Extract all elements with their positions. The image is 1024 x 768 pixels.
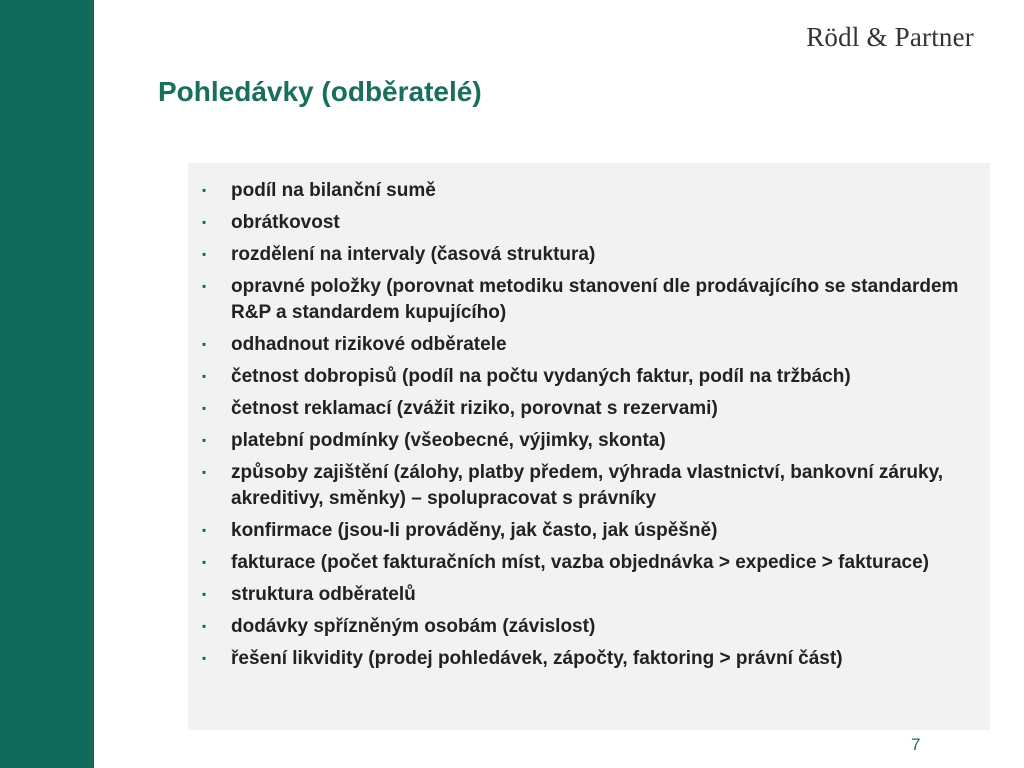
bullet-list — [202, 178, 980, 672]
square-bullet-icon: ▪ — [202, 247, 207, 261]
square-bullet-icon: ▪ — [202, 337, 207, 351]
bullet-item — [202, 614, 980, 640]
sidebar-accent-bar — [0, 0, 94, 768]
bullet-text: struktura odběratelů — [231, 584, 416, 605]
company-logo: Rödl & Partner — [806, 22, 974, 52]
bullet-item — [202, 332, 980, 358]
content-panel — [188, 163, 990, 730]
bullet-text: konfirmace (jsou-li prováděny, jak často, jak úspěšně) — [231, 520, 718, 541]
bullet-text: platební podmínky (všeobecné, výjimky, skonta) — [231, 430, 666, 451]
square-bullet-icon: ▪ — [202, 401, 207, 415]
bullet-text: řešení likvidity (prodej pohledávek, zápočty, faktoring > právní část) — [231, 648, 843, 669]
bullet-text: obrátkovost — [231, 212, 340, 233]
bullet-text: podíl na bilanční sumě — [231, 180, 436, 201]
square-bullet-icon: ▪ — [202, 523, 207, 537]
bullet-text: fakturace (počet fakturačních míst, vazba objednávka > expedice > fakturace) — [231, 552, 929, 573]
square-bullet-icon: ▪ — [202, 279, 207, 293]
square-bullet-icon: ▪ — [202, 433, 207, 447]
slide-title: Pohledávky (odběratelé) — [158, 76, 482, 107]
bullet-item — [202, 646, 980, 672]
bullet-item — [202, 428, 980, 454]
bullet-item — [202, 178, 980, 204]
square-bullet-icon: ▪ — [202, 651, 207, 665]
bullet-text: opravné položky (porovnat metodiku stanovení dle prodávajícího se standardem R&P a standardem kupujícího) — [231, 276, 959, 323]
bullet-item — [202, 518, 980, 544]
bullet-item — [202, 364, 980, 390]
bullet-item — [202, 274, 980, 326]
bullet-item — [202, 210, 980, 236]
bullet-text: způsoby zajištění (zálohy, platby předem, výhrada vlastnictví, bankovní záruky, akreditivy, směnky) – spolupracovat s právníky — [231, 462, 943, 509]
bullet-item — [202, 550, 980, 576]
square-bullet-icon: ▪ — [202, 587, 207, 601]
bullet-text: četnost reklamací (zvážit riziko, porovnat s rezervami) — [231, 398, 718, 419]
bullet-item — [202, 460, 980, 512]
square-bullet-icon: ▪ — [202, 369, 207, 383]
bullet-text: dodávky spřízněným osobám (závislost) — [231, 616, 596, 637]
bullet-item — [202, 396, 980, 422]
square-bullet-icon: ▪ — [202, 465, 207, 479]
square-bullet-icon: ▪ — [202, 183, 207, 197]
square-bullet-icon: ▪ — [202, 215, 207, 229]
page-number: 7 — [911, 735, 921, 754]
square-bullet-icon: ▪ — [202, 555, 207, 569]
bullet-text: odhadnout rizikové odběratele — [231, 334, 507, 355]
bullet-item — [202, 242, 980, 268]
bullet-text: četnost dobropisů (podíl na počtu vydaných faktur, podíl na tržbách) — [231, 366, 851, 387]
bullet-text: rozdělení na intervaly (časová struktura) — [231, 244, 596, 265]
bullet-item — [202, 582, 980, 608]
square-bullet-icon: ▪ — [202, 619, 207, 633]
